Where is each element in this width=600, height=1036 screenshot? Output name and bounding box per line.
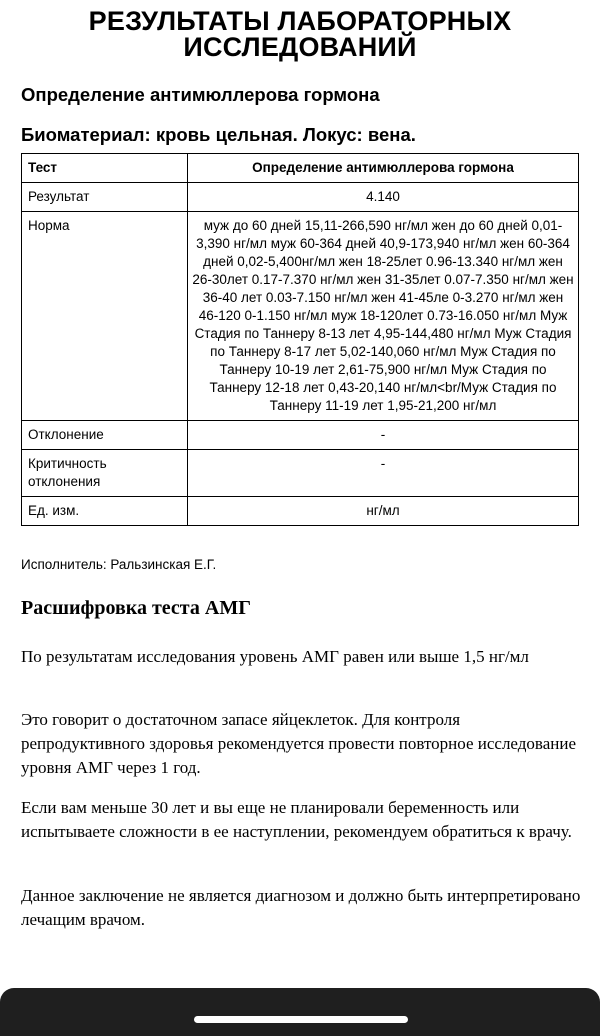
test-heading: Определение антимюллерова гормона	[21, 84, 380, 105]
header-test-name: Определение антимюллерова гормона	[188, 154, 579, 183]
executor-line: Исполнитель: Ральзинская Е.Г.	[21, 557, 217, 572]
interpretation-paragraph-1: По результатам исследования уровень АМГ равен или выше 1,5 нг/мл	[21, 647, 529, 666]
decode-heading: Расшифровка теста АМГ	[21, 597, 251, 619]
table-row-deviation	[22, 421, 579, 450]
table-row-unit	[22, 497, 579, 526]
table-row-criticality	[22, 450, 579, 497]
norm-value: муж до 60 дней 15,11-266,590 нг/мл жен до 60 дней 0,01-3,390 нг/мл муж 60-364 дней 40,9-173,940 нг/мл жен 60-364 дней 0,02-5,400нг/мл жен 18-25лет 0.96-13.340 нг/мл жен 26-30лет 0.17-7.370 нг/мл жен 31-35лет 0.07-7.350 нг/мл жен 36-40 лет 0.03-7.150 нг/мл жен 41-45ле 0-3.270 нг/мл жен 46-120 0-1.150 нг/мл муж 18-120лет 0.73-16.050 нг/мл Муж Стадия по Таннеру 8-13 лет 4,95-144,480 нг/мл Муж Стадия по Таннеру 8-17 лет 5,02-140,060 нг/мл Муж Стадия по Таннеру 10-19 лет 2,61-75,900 нг/мл Муж Стадия по Таннеру 12-18 лет 0,43-20,140 нг/мл<br/Муж Стадия по Таннеру 11-19 лет 1,95-21,200 нг/мл	[188, 212, 579, 421]
page-title-line2: ИССЛЕДОВАНИЙ	[183, 32, 417, 62]
result-value: 4.140	[188, 183, 579, 212]
header-test-label: Тест	[22, 154, 188, 183]
biomaterial-heading: Биоматериал: кровь цельная. Локус: вена.	[21, 124, 416, 145]
norm-label: Норма	[22, 212, 188, 421]
deviation-label: Отклонение	[22, 421, 188, 450]
unit-label: Ед. изм.	[22, 497, 188, 526]
table-header-row	[22, 154, 579, 183]
results-table	[21, 153, 579, 526]
interpretation-paragraph-4: Данное заключение не является диагнозом и должно быть интерпретировано лечащим врачом.	[21, 886, 581, 929]
table-row-result	[22, 183, 579, 212]
system-bottom-bar	[0, 988, 600, 1036]
page-title-line1: РЕЗУЛЬТАТЫ ЛАБОРАТОРНЫХ	[88, 6, 512, 36]
criticality-value: -	[188, 450, 579, 497]
interpretation-paragraph-3: Если вам меньше 30 лет и вы еще не планировали беременность или испытываете сложности в ее наступлении, рекомендуем обратиться к врачу.	[21, 798, 572, 841]
home-indicator[interactable]	[194, 1016, 408, 1023]
criticality-label: Критичность отклонения	[22, 450, 188, 497]
page-title	[0, 8, 600, 60]
table-row-norm	[22, 212, 579, 421]
unit-value: нг/мл	[188, 497, 579, 526]
interpretation-paragraph-2: Это говорит о достаточном запасе яйцеклеток. Для контроля репродуктивного здоровья рекомендуется провести повторное исследование уровня АМГ через 1 год.	[21, 710, 576, 777]
deviation-value: -	[188, 421, 579, 450]
result-label: Результат	[22, 183, 188, 212]
